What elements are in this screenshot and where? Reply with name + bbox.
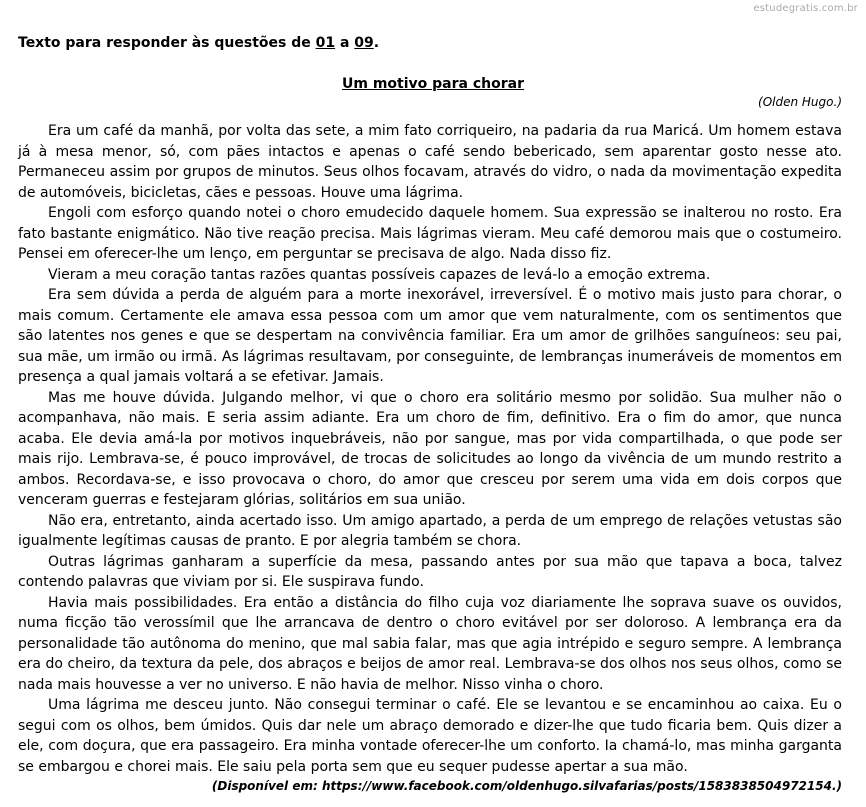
text-body xyxy=(18,121,842,777)
paragraph-9: Uma lágrima me desceu junto. Não consegui terminar o café. Ele se levantou e se encaminhou ao caixa. Eu o segui com os olhos, bem úmidos. Quis dar nele um abraço demorado e dizer-lhe que tudo ficaria bem. Quis dizer a ele, com doçura, que era passageiro. Era minha vontade oferecer-lhe um conforto. Ia chamá-lo, mas minha garganta se embargou e chorei mais. Ele saiu pela porta sem que eu sequer pudesse apertar a sua mão. xyxy=(18,697,842,775)
paragraph-3: Vieram a meu coração tantas razões quantas possíveis capazes de levá-lo a emoção extrema. xyxy=(48,266,711,283)
paragraph-4: Era sem dúvida a perda de alguém para a morte inexorável, irreversível. É o motivo mais justo para chorar, o mais comum. Certamente ele amava essa pessoa com um amor que vem naturalmente, com os sentimentos que são latentes nos genes e que se despertam na convivência familiar. Era um amor de grilhões sanguíneos: seu pai, sua mãe, um irmão ou irmã. As lágrimas resultavam, por conseguinte, de lembranças inumeráveis de momentos em presença a qual jamais voltará a se efetivar. Jamais. xyxy=(18,287,842,385)
heading-prefix: Texto para responder às questões de xyxy=(18,35,316,51)
paragraph-7: Outras lágrimas ganharam a superfície da mesa, passando antes por sua mão que tapava a boca, talvez contendo palavras que viviam por si. Ele suspirava fundo. xyxy=(18,553,842,590)
text-title: Um motivo para chorar xyxy=(342,76,524,92)
heading-suffix: . xyxy=(373,35,380,51)
paragraph-8: Havia mais possibilidades. Era então a distância do filho cuja voz diariamente lhe soprava suave os ouvidos, numa ficção tão verossímil que lhe arrancava de dentro o choro evitável por ser doloroso. A lembrança era da personalidade tão autônoma do menino, que mal sabia falar, mas que agia intrépido e seguro sempre. A lembrança era do cheiro, da textura da pele, dos abraços e beijos de amor real. Lembrava-se dos olhos nos seus olhos, como se nada mais houvesse a ver no universo. E não havia de melhor. Nisso vinha o choro. xyxy=(18,594,842,693)
paragraph-6: Não era, entretanto, ainda acertado isso. Um amigo apartado, a perda de um emprego de relações vetustas são igualmente legítimas causas de pranto. E por alegria também se chora. xyxy=(18,512,842,549)
paragraph-1: Era um café da manhã, por volta das sete, a mim fato corriqueiro, na padaria da rua Maricá. Um homem estava já à mesa menor, só, com pães intactos e apenas o café sendo bebericado, sem aparentar gosto nesse ato. Permaneceu assim por grupos de minutos. Seus olhos focavam, através do vidro, o nada da movimentação expedita de automóveis, bicicletas, cães e pessoas. Houve uma lágrima. xyxy=(18,123,842,201)
section-heading xyxy=(18,35,379,51)
paragraph-5: Mas me houve dúvida. Julgando melhor, vi que o choro era solitário mesmo por solidão. Sua mulher não o acompanhava, não mais. E seria assim adiante. Era um choro de fim, definitivo. Era o fim do amor, que nunca acaba. Ele devia amá-la por motivos inquebráveis, não por sangue, mas por vida compartilhada, o que pode ser mais rijo. Lembrava-se, é pouco improvável, de trocas de solicitudes ao longo da vivência de um mundo restrito a ambos. Recordava-se, e isso provocava o choro, do amor que cresceu por serem uma vida em dois corpos que venceram guerras e festejaram glórias, solitários em sua união. xyxy=(18,389,842,508)
watermark: estudegratis.com.br xyxy=(753,3,858,14)
heading-mid: a xyxy=(335,35,355,51)
source-citation: (Disponível em: https://www.facebook.com/oldenhugo.silvafarias/posts/1583838504972154.) xyxy=(211,779,842,793)
heading-question-to: 09 xyxy=(354,35,374,51)
paragraph-2: Engoli com esforço quando notei o choro emudecido daquele homem. Sua expressão se inalterou no rosto. Era fato bastante enigmático. Não tive reação precisa. Mais lágrimas vieram. Meu café demorou mais que o costumeiro. Pensei em oferecer-lhe um lenço, em perguntar se precisava de algo. Nada disso fiz. xyxy=(18,205,842,262)
text-author: (Olden Hugo.) xyxy=(758,95,842,109)
heading-question-from: 01 xyxy=(315,35,336,51)
